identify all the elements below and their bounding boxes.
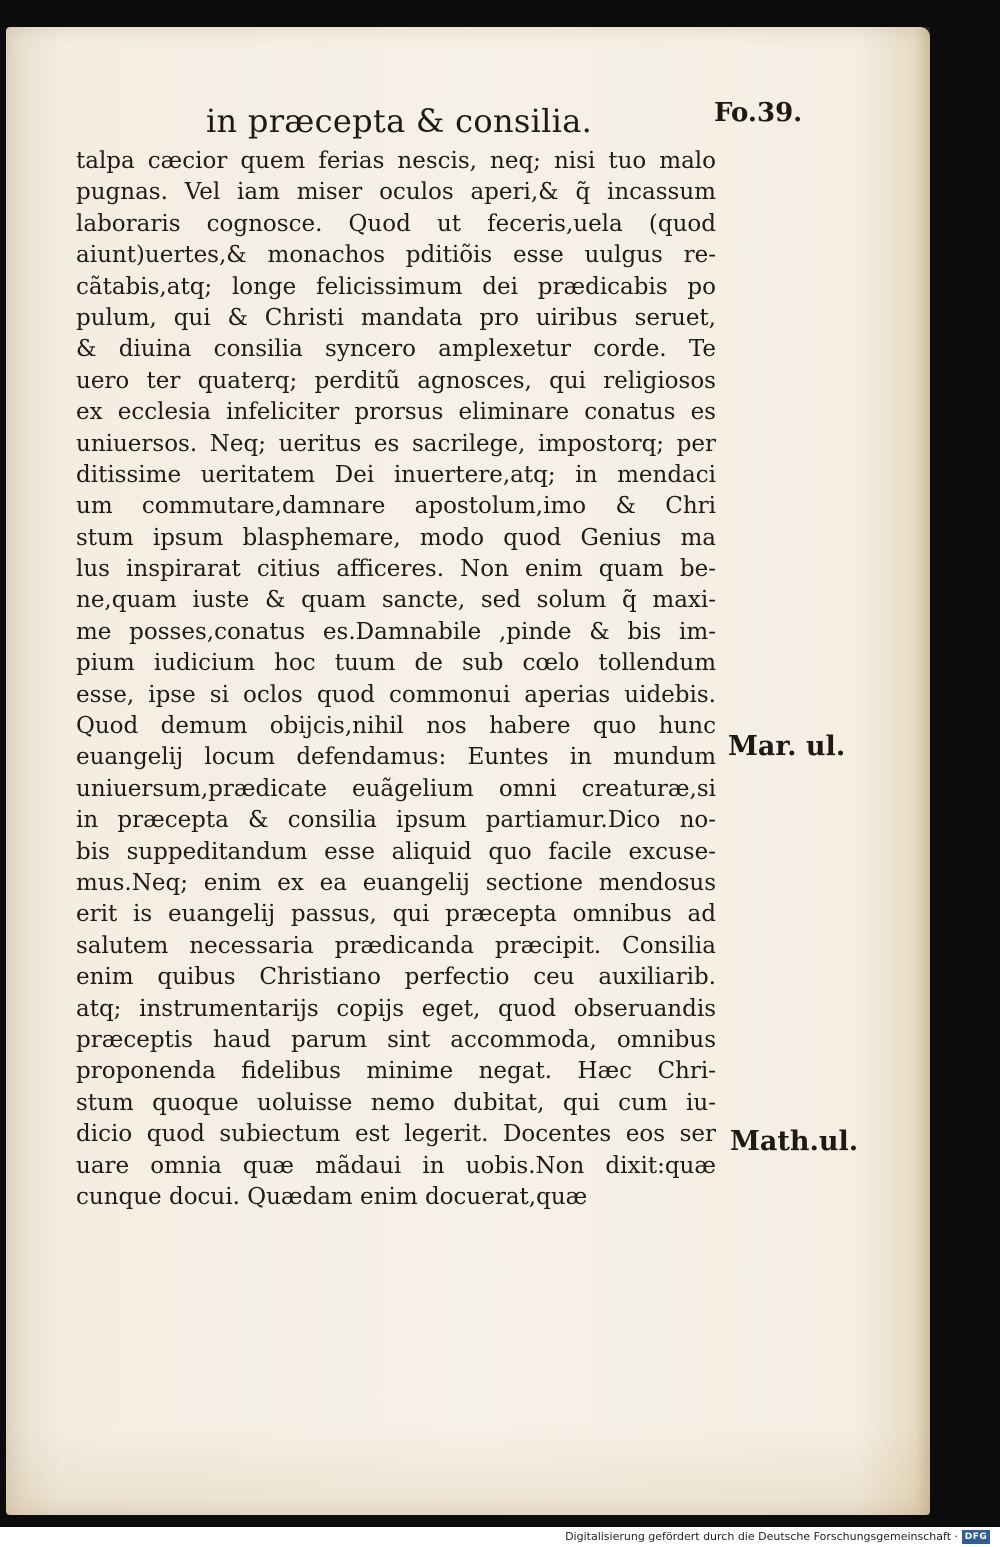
page-bottom-stain [6, 1425, 930, 1515]
text-line-15: ne,quam iuste & quam sancte, sed solum q̃ maxi- [76, 587, 716, 614]
text-line-5: cãtabis,atq; longe felicissimum dei prædicabis po [76, 273, 716, 300]
body-text [76, 146, 716, 1213]
text-line-26: salutem necessaria prædicanda præcipit. Consilia [76, 932, 716, 959]
page-edge-shading [916, 27, 930, 1515]
funding-credit: Digitalisierung gefördert durch die Deutsche Forschungsgemeinschaft · [565, 1530, 958, 1543]
text-line-13: stum ipsum blasphemare, modo quod Genius ma [76, 524, 716, 551]
text-line-24: mus.Neq; enim ex ea euangelij sectione mendosus [76, 869, 716, 896]
text-line-7: & diuina consilia syncero amplexetur corde. Te [76, 336, 716, 363]
text-line-34: cunque docui. Quædam enim docuerat,quæ [76, 1183, 588, 1210]
text-line-22: in præcepta & consilia ipsum partiamur.Dico no- [76, 807, 716, 834]
text-line-27: enim quibus Christiano perfectio ceu auxiliarib. [76, 964, 716, 991]
text-line-16: me posses,conatus es.Damnabile ,pinde & bis im- [76, 618, 716, 645]
text-line-6: pulum, qui & Christi mandata pro uiribus seruet, [76, 304, 716, 331]
text-line-21: uniuersum,prædicate euãgelium omni creaturæ,si [76, 775, 716, 802]
marginal-note-matthew: Math.ul. [730, 1126, 859, 1157]
text-line-30: proponenda fidelibus minime negat. Hæc Chri- [76, 1058, 716, 1085]
running-head: in præcepta & consilia. [206, 102, 593, 140]
text-line-23: bis suppeditandum esse aliquid quo facile excuse- [76, 838, 716, 865]
text-line-31: stum quoque uoluisse nemo dubitat, qui cum iu- [76, 1089, 716, 1116]
text-line-1: talpa cæcior quem ferias nescis, neq; nisi tuo malo [76, 148, 716, 174]
text-line-19: Quod demum obijcis,nihil nos habere quo hunc [76, 713, 716, 740]
text-line-17: pium iudicium hoc tuum de sub cœlo tollendum [76, 650, 716, 677]
text-line-12: um commutare,damnare apostolum,imo & Chri [76, 493, 716, 520]
text-line-10: uniuersos. Neq; ueritus es sacrilege, impostorq; per [76, 430, 716, 457]
marginal-note-mark: Mar. ul. [728, 731, 846, 762]
text-line-2: pugnas. Vel iam miser oculos aperi,& q̃ incassum [76, 179, 716, 206]
text-line-25: erit is euangelij passus, qui præcepta omnibus ad [76, 901, 716, 928]
text-line-3: laboraris cognosce. Quod ut feceris,uela (quod [76, 210, 716, 237]
text-line-33: uare omnia quæ mãdaui in uobis.Non dixit:quæ [76, 1152, 716, 1179]
folio-number: Fo.39. [714, 98, 803, 128]
text-line-20: euangelij locum defendamus: Euntes in mundum [76, 744, 716, 771]
text-line-14: lus inspirarat citius afficeres. Non enim quam be- [76, 556, 716, 583]
dfg-logo: DFG [962, 1530, 990, 1544]
text-line-8: uero ter quaterq; perditũ agnosces, qui religiosos [76, 367, 716, 394]
text-line-18: esse, ipse si oclos quod commonui aperias uidebis. [76, 681, 716, 708]
text-line-32: dicio quod subiectum est legerit. Docentes eos ser [76, 1121, 716, 1148]
text-line-11: ditissime ueritatem Dei inuertere,atq; in mendaci [76, 461, 716, 488]
text-line-29: præceptis haud parum sint accommoda, omnibus [76, 1026, 716, 1053]
text-line-9: ex ecclesia infeliciter prorsus eliminare conatus es [76, 399, 716, 426]
text-line-28: atq; instrumentarijs copijs eget, quod obseruandis [76, 995, 716, 1022]
text-line-4: aiunt)uertes,& monachos pditiõis esse uulgus re- [76, 242, 716, 269]
